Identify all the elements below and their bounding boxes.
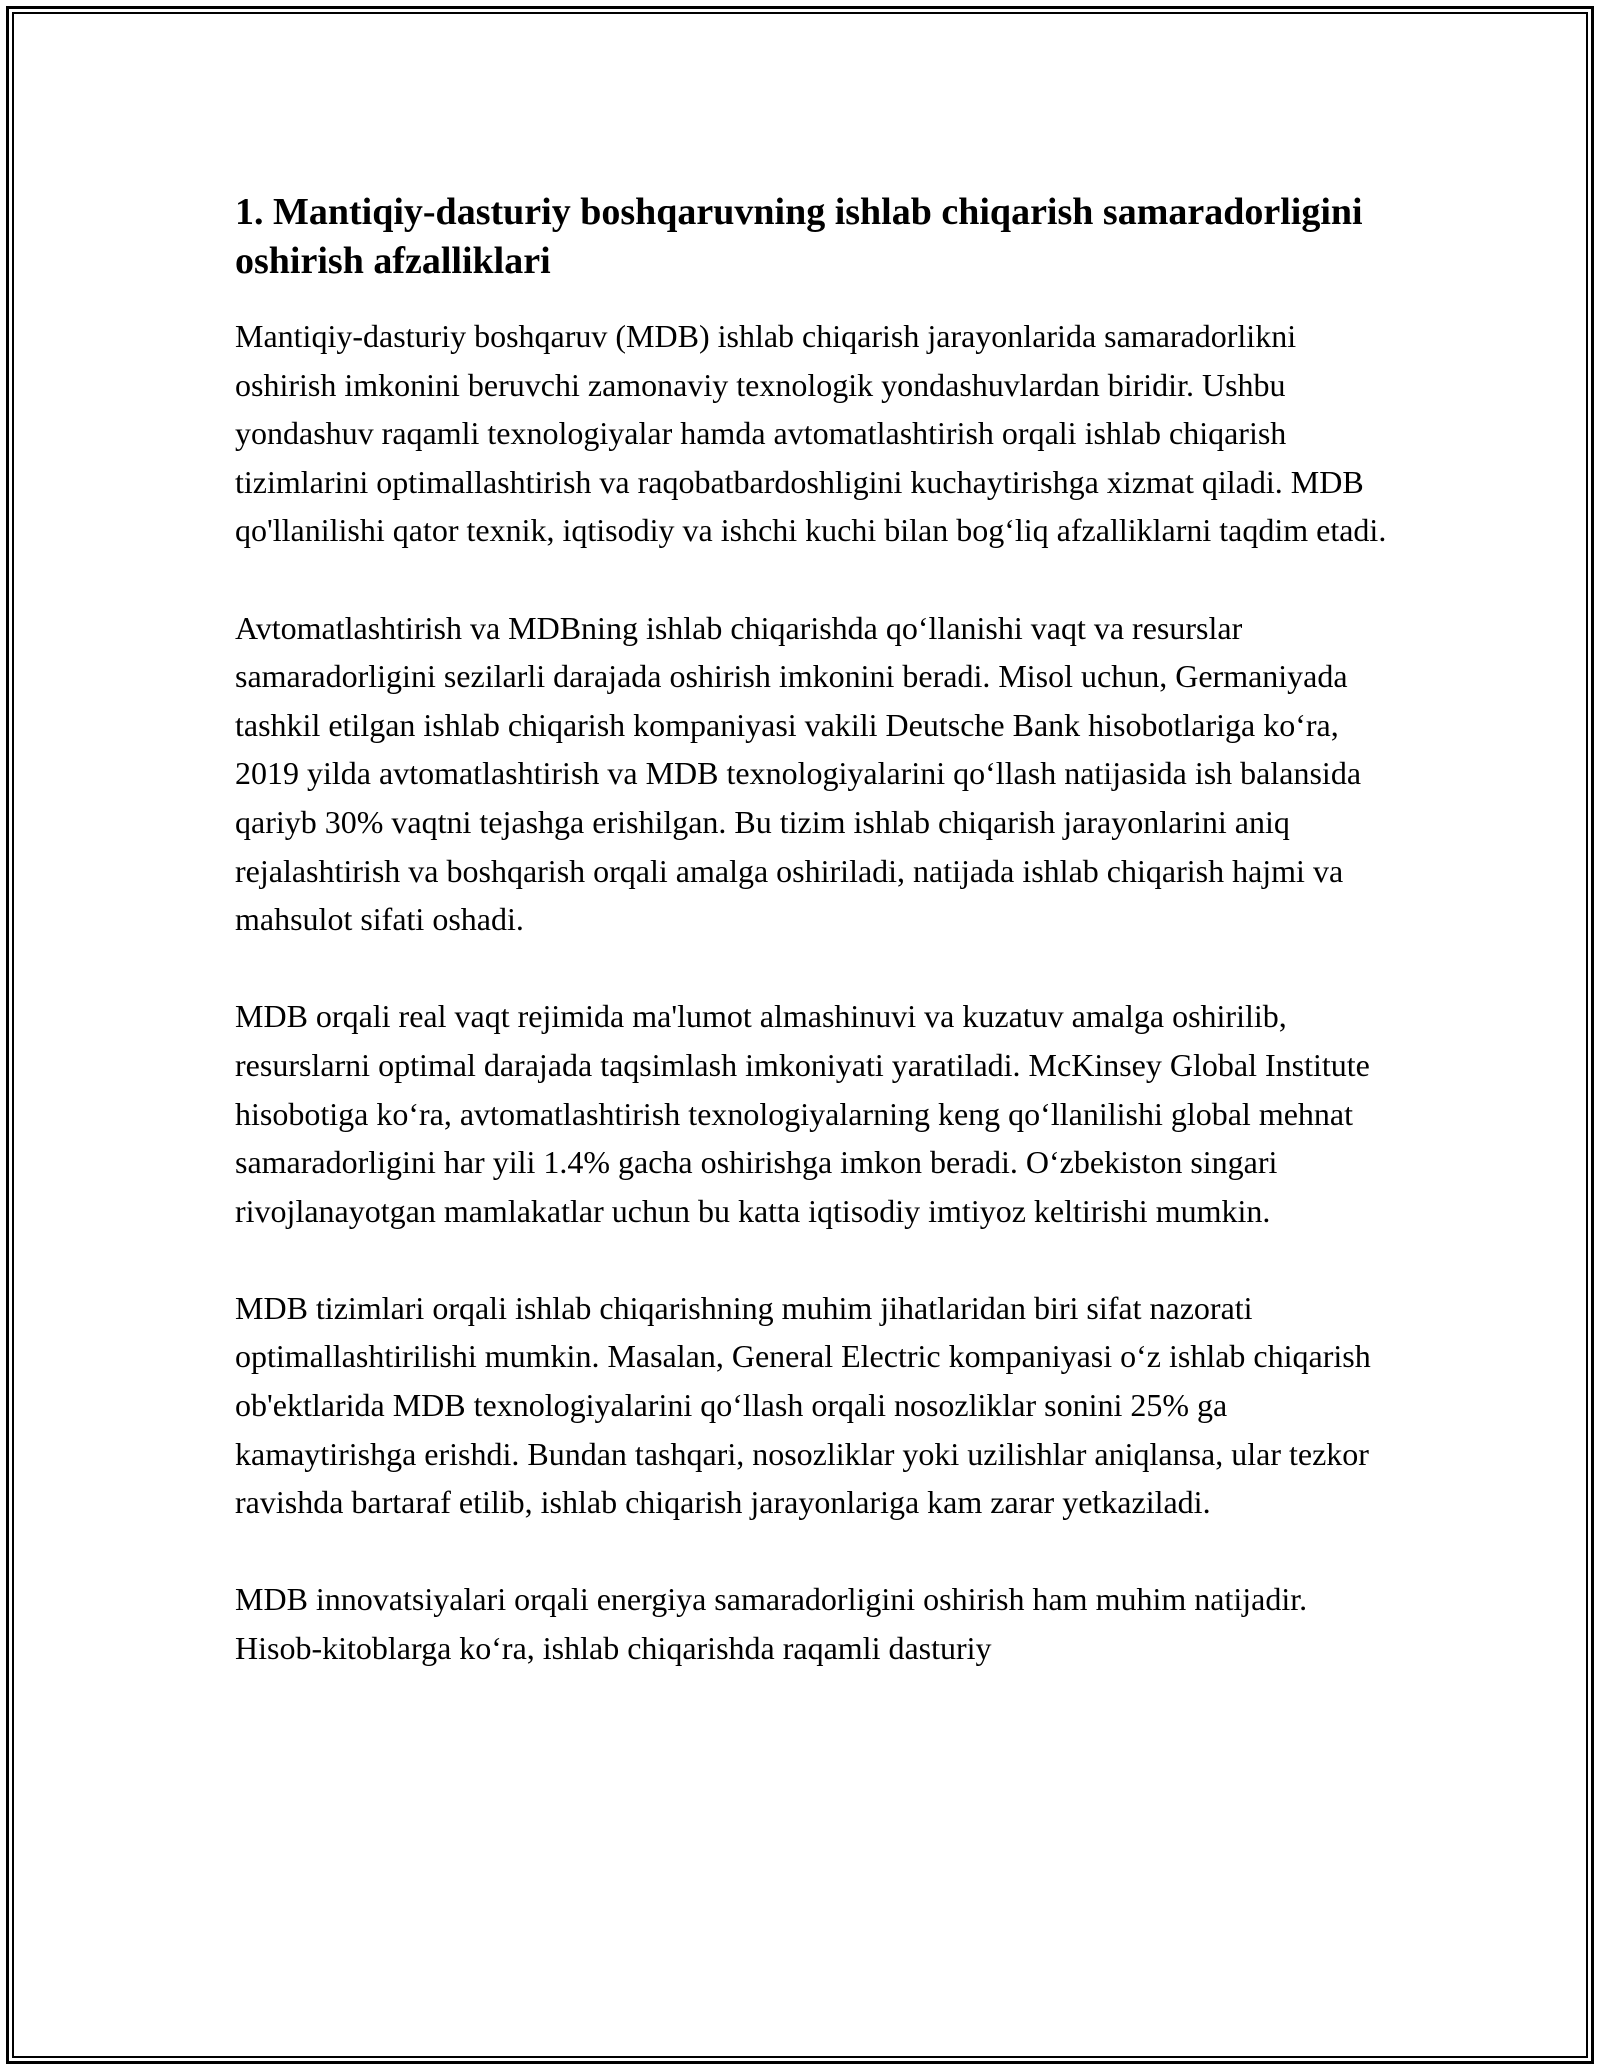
paragraph-intro: Mantiqiy-dasturiy boshqaruv (MDB) ishlab chiqarish jarayonlarida samaradorlikni oshirish imkonini beruvchi zamonaviy texnologik yondashuvlardan biridir. Ushbu yondashuv raqamli texnologiyalar hamda avtomatlashtirish orqali ishlab chiqarish tizimlarini optimallashtirish va raqobatbardoshligini kuchaytirishga xizmat qiladi. MDB qo'llanilishi qator texnik, iqtisodiy va ishchi kuchi bilan bog‘liq afzalliklarni taqdim etadi. <box>235 318 1387 549</box>
paragraph-automation-time: Avtomatlashtirish va MDBning ishlab chiqarishda qo‘llanishi vaqt va resurslar samaradorligini sezilarli darajada oshirish imkonini beradi. Misol uchun, Germaniyada tashkil etilgan ishlab chiqarish kompaniyasi vakili Deutsche Bank hisobotlariga ko‘ra, 2019 yilda avtomatlashtirish va MDB texnologiyalarini qo‘llash natijasida ish balansida qariyb 30% vaqtni tejashga erishilgan. Bu tizim ishlab chiqarish jarayonlarini aniq rejalashtirish va boshqarish orqali amalga oshiriladi, natijada ishlab chiqarish hajmi va mahsulot sifati oshadi. <box>235 609 1362 938</box>
section-heading: 1. Mantiqiy-dasturiy boshqaruvning ishlab chiqarish samaradorligini oshirish afzalliklari <box>235 191 1363 282</box>
document-body <box>235 188 1395 1721</box>
paragraph-energy-efficiency: MDB innovatsiyalari orqali energiya samaradorligini oshirish ham muhim natijadir. Hisob-kitoblarga ko‘ra, ishlab chiqarishda raqamli dasturiy <box>235 1581 1308 1667</box>
paragraph-quality-control: MDB tizimlari orqali ishlab chiqarishning muhim jihatlaridan biri sifat nazorati optimallashtirilishi mumkin. Masalan, General Electric kompaniyasi o‘z ishlab chiqarish ob'ektlarida MDB texnologiyalarini qo‘llash orqali nosozliklar sonini 25% ga kamaytirishga erishdi. Bundan tashqari, nosozliklar yoki uzilishlar aniqlansa, ular tezkor ravishda bartaraf etilib, ishlab chiqarish jarayonlariga kam zarar yetkaziladi. <box>235 1289 1371 1521</box>
paragraph-realtime-data: MDB orqali real vaqt rejimida ma'lumot almashinuvi va kuzatuv amalga oshirilib, resurslarni optimal darajada taqsimlash imkoniyati yaratiladi. McKinsey Global Institute hisobotiga ko‘ra, avtomatlashtirish texnologiyalarning keng qo‘llanilishi global mehnat samaradorligini har yili 1.4% gacha oshirishga imkon beradi. O‘zbekiston singari rivojlanayotgan mamlakatlar uchun bu katta iqtisodiy imtiyoz keltirishi mumkin. <box>235 998 1370 1229</box>
